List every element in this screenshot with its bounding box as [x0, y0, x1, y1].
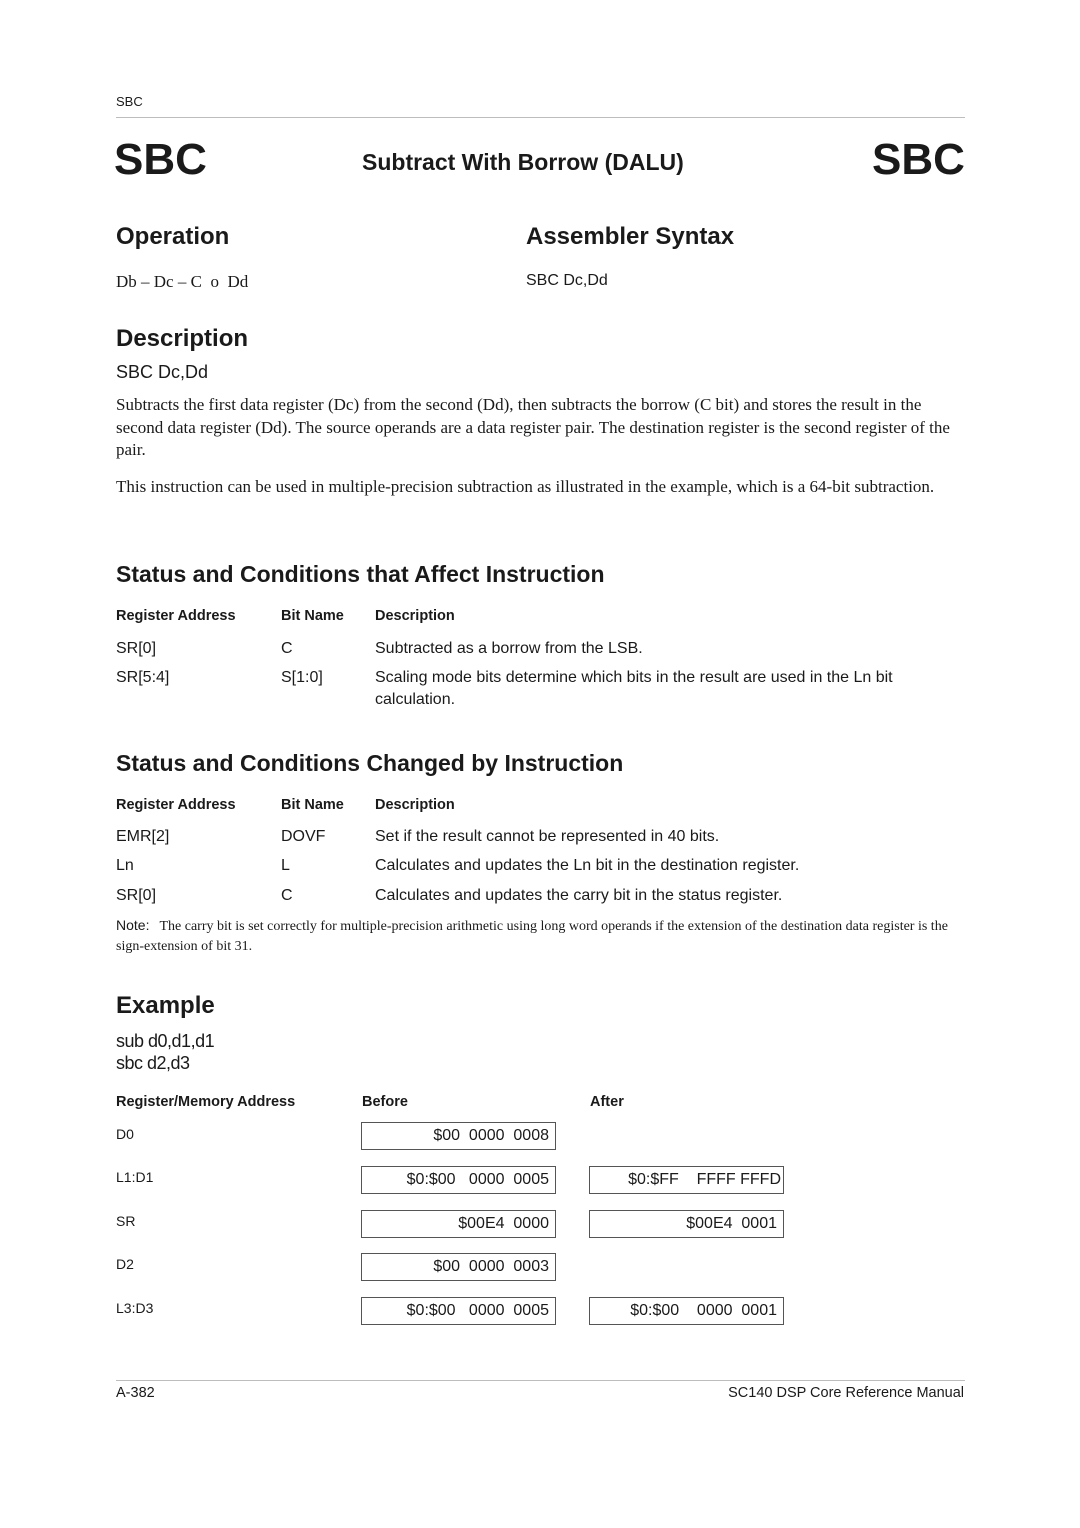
changed-row-1-desc: Set if the result cannot be represented in 40 bits. [375, 828, 720, 845]
example-code-1: sub d0,d1,d1 [116, 1031, 215, 1051]
after-value-box: $0:$FF FFFF FFFD [589, 1166, 784, 1194]
affect-row-2-reg: SR[5:4] [116, 669, 170, 686]
note-label: Note: [116, 917, 150, 933]
before-value-box: $0:$00 0000 0005 [361, 1297, 556, 1325]
changed-col-bit: Bit Name [281, 797, 344, 813]
affect-col-register: Register Address [116, 608, 236, 624]
changed-row-1-bit: DOVF [281, 828, 326, 845]
after-value-box: $0:$00 0000 0001 [589, 1297, 784, 1325]
example-heading: Example [116, 992, 215, 1019]
affect-heading: Status and Conditions that Affect Instruction [116, 561, 605, 587]
changed-row-3-reg: SR[0] [116, 887, 157, 904]
changed-row-3-desc: Calculates and updates the carry bit in the status register. [375, 887, 783, 904]
changed-row-1-reg: EMR[2] [116, 828, 170, 845]
affect-row-2-bit: S[1:0] [281, 669, 323, 686]
changed-row-2-bit: L [281, 857, 290, 874]
example-col-register: Register/Memory Address [116, 1094, 296, 1110]
affect-row-1-reg: SR[0] [116, 640, 157, 657]
operation-formula: Db – Dc – C o Dd [116, 272, 249, 291]
changed-row-2-desc: Calculates and updates the Ln bit in the destination register. [375, 857, 800, 874]
page-number: A-382 [116, 1385, 155, 1401]
changed-row-3-bit: C [281, 887, 293, 904]
example-row-reg: L3:D3 [116, 1300, 154, 1316]
header-rule [116, 117, 965, 118]
affect-row-1-desc: Subtracted as a borrow from the LSB. [375, 640, 643, 657]
example-col-after: After [590, 1094, 624, 1110]
before-value-box: $00E4 0000 [361, 1210, 556, 1238]
manual-title: SC140 DSP Core Reference Manual [728, 1385, 964, 1401]
changed-row-2-reg: Ln [116, 857, 134, 874]
page-title: Subtract With Borrow (DALU) [362, 149, 684, 175]
description-heading: Description [116, 325, 249, 352]
assembler-syntax: SBC Dc,Dd [526, 272, 608, 289]
before-value-box: $0:$00 0000 0005 [361, 1166, 556, 1194]
affect-row-2-desc: Scaling mode bits determine which bits in the result are used in the Ln bit calculation. [375, 669, 893, 708]
operation-heading: Operation [116, 223, 230, 250]
assembler-heading: Assembler Syntax [526, 223, 735, 250]
note-text: The carry bit is set correctly for multiple-precision arithmetic using long word operands if the extension of the destination data register is the sign-extension of bit 31. [116, 919, 948, 954]
before-value-box: $00 0000 0003 [361, 1253, 556, 1281]
note [116, 915, 968, 957]
title-right: SBC [872, 135, 965, 184]
title-left: SBC [114, 135, 207, 184]
before-value-box: $00 0000 0008 [361, 1122, 556, 1150]
changed-col-description: Description [375, 797, 455, 813]
changed-heading: Status and Conditions Changed by Instruction [116, 750, 624, 776]
example-row-reg: L1:D1 [116, 1169, 154, 1185]
example-code-2: sbc d2,d3 [116, 1053, 190, 1073]
affect-col-bit: Bit Name [281, 608, 344, 624]
example-row-reg: D2 [116, 1256, 134, 1272]
example-col-before: Before [362, 1094, 408, 1110]
description-paragraph-2: This instruction can be used in multiple-precision subtraction as illustrated in the example, which is a 64-bit subtraction. [116, 477, 935, 496]
changed-col-register: Register Address [116, 797, 236, 813]
running-header: SBC [116, 94, 143, 109]
affect-row-1-bit: C [281, 640, 293, 657]
example-row-reg: SR [116, 1213, 136, 1229]
description-syntax: SBC Dc,Dd [116, 362, 209, 382]
example-row-reg: D0 [116, 1126, 134, 1142]
after-value-box: $00E4 0001 [589, 1210, 784, 1238]
footer-rule [116, 1380, 965, 1381]
description-paragraph-1: Subtracts the first data register (Dc) from the second (Dd), then subtracts the borrow (C bit) and stores the result in the second data register (Dd). The source operands are a data register pair. The destination register is the second register of the pair. [116, 395, 950, 459]
affect-col-description: Description [375, 608, 455, 624]
